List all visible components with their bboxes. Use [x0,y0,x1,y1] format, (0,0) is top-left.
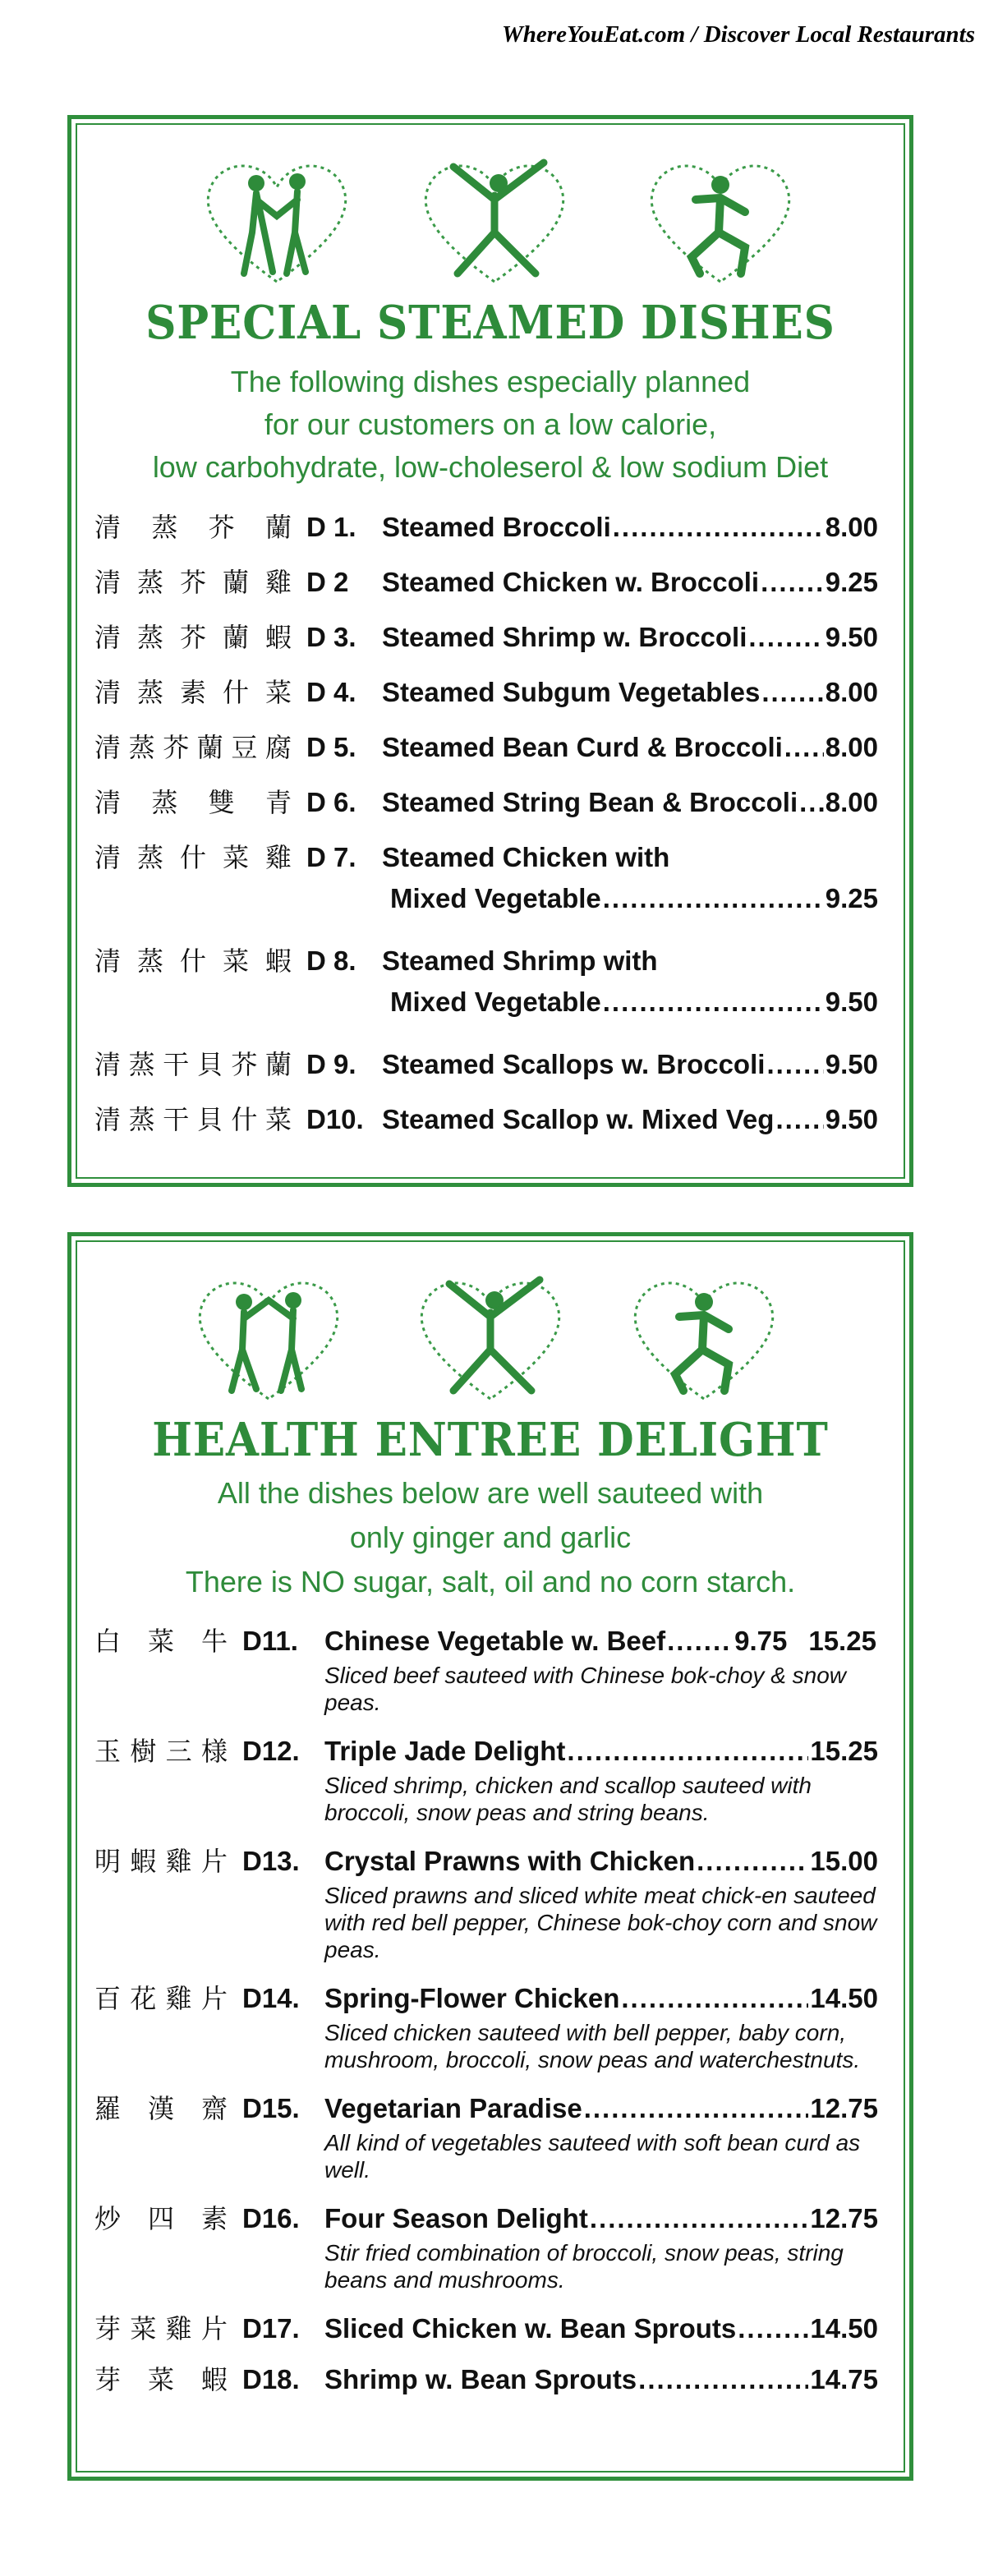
intro-line: All the dishes below are well sauteed with [217,1476,764,1510]
item-name: Steamed Chicken w. Broccoli [382,567,760,597]
item-description: Stir fried combination of broccoli, snow peas, string beans and mushrooms. [324,2240,844,2293]
dancing-figures-illustration [71,119,909,300]
leader-dots [697,1841,808,1882]
item-description: Sliced shrimp, chicken and scallop sauteed with broccoli, snow peas and string beans. [324,1773,812,1825]
item-code: D15. [242,2093,300,2123]
heart-leaping-figure-illustration [412,150,577,290]
item-price: 12.75 [810,2203,878,2233]
item-price: 9.50 [825,987,878,1017]
item-code: D 3. [306,622,356,652]
item-name: Steamed Subgum Vegetables [382,677,761,707]
menu-item-d10 [94,1099,878,1154]
item-name: Triple Jade Delight [324,1736,566,1766]
intro-line: There is NO sugar, salt, oil and no corn starch. [185,1565,796,1598]
chinese-name: 清 蒸 素 什 菜 [94,677,293,708]
item-price: 9.50 [825,1104,878,1134]
item-price-small: 9.75 [734,1626,788,1656]
item-price: 15.00 [810,1846,878,1876]
chinese-name: 清 蒸 雙 青 [94,787,293,818]
menu-item-d2 [94,562,878,617]
chinese-name: 百 花 雞 片 [94,1983,229,2014]
item-name: Steamed Shrimp with [382,945,658,976]
leader-dots [613,507,824,548]
chinese-name: 清 蒸 干 貝 什 菜 [94,1104,293,1135]
item-price-large: 15.25 [808,1626,876,1656]
item-name: Steamed Chicken with [382,842,670,872]
leader-dots [738,2308,808,2349]
heart-couple-illustration [195,150,359,290]
item-name: Shrimp w. Bean Sprouts [324,2364,637,2394]
item-code: D 8. [306,945,356,976]
item-name: Steamed Scallops w. Broccoli [382,1049,766,1079]
menu-item-d17 [94,2308,878,2349]
intro-line: low carbohydrate, low-choleserol & low sodium Diet [152,450,829,484]
menu-item-d18 [94,2359,878,2400]
heart-runner-figure-illustration [638,150,803,290]
site-header[interactable]: WhereYouEat.com / Discover Local Restaurants [502,21,975,48]
menu-item-d5 [94,727,878,782]
item-name: Steamed Bean Curd & Broccoli [382,732,783,762]
leader-dots [603,982,824,1023]
leader-dots [784,727,824,768]
item-price: 14.50 [810,1983,878,2013]
menu-item-d11 [94,1621,878,1721]
chinese-name: 清 蒸 芥 蘭 [94,512,293,543]
item-name: Crystal Prawns with Chicken [324,1846,696,1876]
item-name: Chinese Vegetable w. Beef [324,1626,666,1656]
item-code: D13. [242,1846,300,1876]
menu-item-d13 [94,1841,878,1968]
leader-dots [567,1731,808,1772]
item-code: D 9. [306,1049,356,1079]
intro-line: only ginger and garlic [349,1520,632,1554]
item-code: D 6. [306,787,356,817]
leader-dots [761,562,824,603]
menu-item-d8 [94,941,878,1044]
heart-couple-illustration [186,1267,351,1407]
menu-item-d4 [94,672,878,727]
item-price: 15.25 [810,1736,878,1766]
item-code: D12. [242,1736,300,1766]
item-price: 12.75 [810,2093,878,2123]
menu-item-d7 [94,837,878,941]
leader-dots [761,672,823,713]
menu-item-d12 [94,1731,878,1831]
section-intro [71,1471,909,1604]
heart-leaping-figure-illustration [408,1267,573,1407]
menu-item-d3 [94,617,878,672]
chinese-name: 白 菜 牛 [94,1626,229,1657]
leader-dots [766,1044,823,1085]
item-code: D10. [306,1104,364,1134]
chinese-name: 清 蒸 干 貝 芥 蘭 [94,1049,293,1080]
item-description: All kind of vegetables sauteed with soft bean curd as well. [324,2130,861,2183]
leader-dots [584,2088,809,2129]
leader-dots [799,782,824,823]
chinese-name: 清 蒸 芥 蘭 蝦 [94,622,293,653]
item-name-cont: Mixed Vegetable [390,987,601,1017]
leader-dots [590,2198,809,2239]
item-name: Spring-Flower Chicken [324,1983,620,2013]
health-entree-delight-panel [67,1232,913,2481]
item-code: D18. [242,2364,300,2394]
item-price: 8.00 [825,512,878,542]
intro-line: for our customers on a low calorie, [264,407,717,441]
chinese-name: 清 蒸 什 菜 雞 [94,842,293,873]
item-price: 8.00 [825,787,878,817]
chinese-name: 清 蒸 芥 蘭 雞 [94,567,293,598]
chinese-name: 清 蒸 芥 蘭 豆 腐 [94,732,293,763]
menu-item-d15 [94,2088,878,2188]
item-name: Four Season Delight [324,2203,588,2233]
leader-dots [603,878,824,919]
menu-item-d9 [94,1044,878,1099]
leader-dots [667,1621,733,1662]
menu-item-d6 [94,782,878,837]
item-price: 14.75 [810,2364,878,2394]
item-price: 8.00 [825,732,878,762]
chinese-name: 玉 樹 三 様 [94,1736,229,1767]
item-price: 9.25 [825,883,878,913]
item-name: Steamed Shrimp w. Broccoli [382,622,747,652]
chinese-name: 芽 菜 雞 片 [94,2313,229,2344]
menu-item-d14 [94,1978,878,2078]
section-title: SPECIAL STEAMED DISHES [145,296,835,350]
leader-dots [748,617,823,658]
intro-line: The following dishes especially planned [230,365,751,398]
chinese-name: 羅 漢 齋 [94,2093,229,2124]
chinese-name: 炒 四 素 [94,2203,229,2234]
item-name: Vegetarian Paradise [324,2093,582,2123]
dancing-figures-illustration [71,1236,909,1417]
item-name-cont: Mixed Vegetable [390,883,601,913]
chinese-name: 芽 菜 蝦 [94,2364,229,2395]
menu-item-d16 [94,2198,878,2298]
item-code: D 4. [306,677,356,707]
item-price: 8.00 [825,677,878,707]
item-code: D17. [242,2313,300,2344]
item-code: D11. [242,1626,298,1656]
item-name: Steamed Scallop w. Mixed Veg [382,1104,775,1134]
item-code: D14. [242,1983,300,2013]
leader-dots [621,1978,808,2019]
item-price: 14.50 [810,2313,878,2344]
item-price: 9.50 [825,1049,878,1079]
leader-dots [638,2359,808,2400]
section-intro [71,361,909,489]
item-code: D 5. [306,732,356,762]
leader-dots [775,1099,823,1140]
item-price: 9.50 [825,622,878,652]
special-steamed-dishes-panel [67,115,913,1187]
item-name: Sliced Chicken w. Bean Sprouts [324,2313,737,2344]
chinese-name: 清 蒸 什 菜 蝦 [94,945,293,977]
chinese-name: 明 蝦 雞 片 [94,1846,229,1877]
menu-list [71,507,909,1154]
item-code: D 2 [306,567,349,597]
item-name: Steamed String Bean & Broccoli [382,787,798,817]
section-title: HEALTH ENTREE DELIGHT [152,1413,829,1467]
item-code: D 7. [306,842,356,872]
item-description: Sliced prawns and sliced white meat chick-en sauteed with red bell pepper, Chinese bok-choy corn and snow peas. [324,1883,877,1962]
item-code: D 1. [306,512,356,542]
item-description: Sliced beef sauteed with Chinese bok-choy & snow peas. [324,1663,847,1715]
item-code: D16. [242,2203,300,2233]
menu-list [71,1621,909,2400]
item-description: Sliced chicken sauteed with bell pepper, baby corn, mushroom, broccoli, snow peas and waterchestnuts. [324,2020,861,2072]
item-price: 9.25 [825,567,878,597]
heart-runner-figure-illustration [622,1267,786,1407]
item-name: Steamed Broccoli [382,512,611,542]
menu-item-d1 [94,507,878,562]
